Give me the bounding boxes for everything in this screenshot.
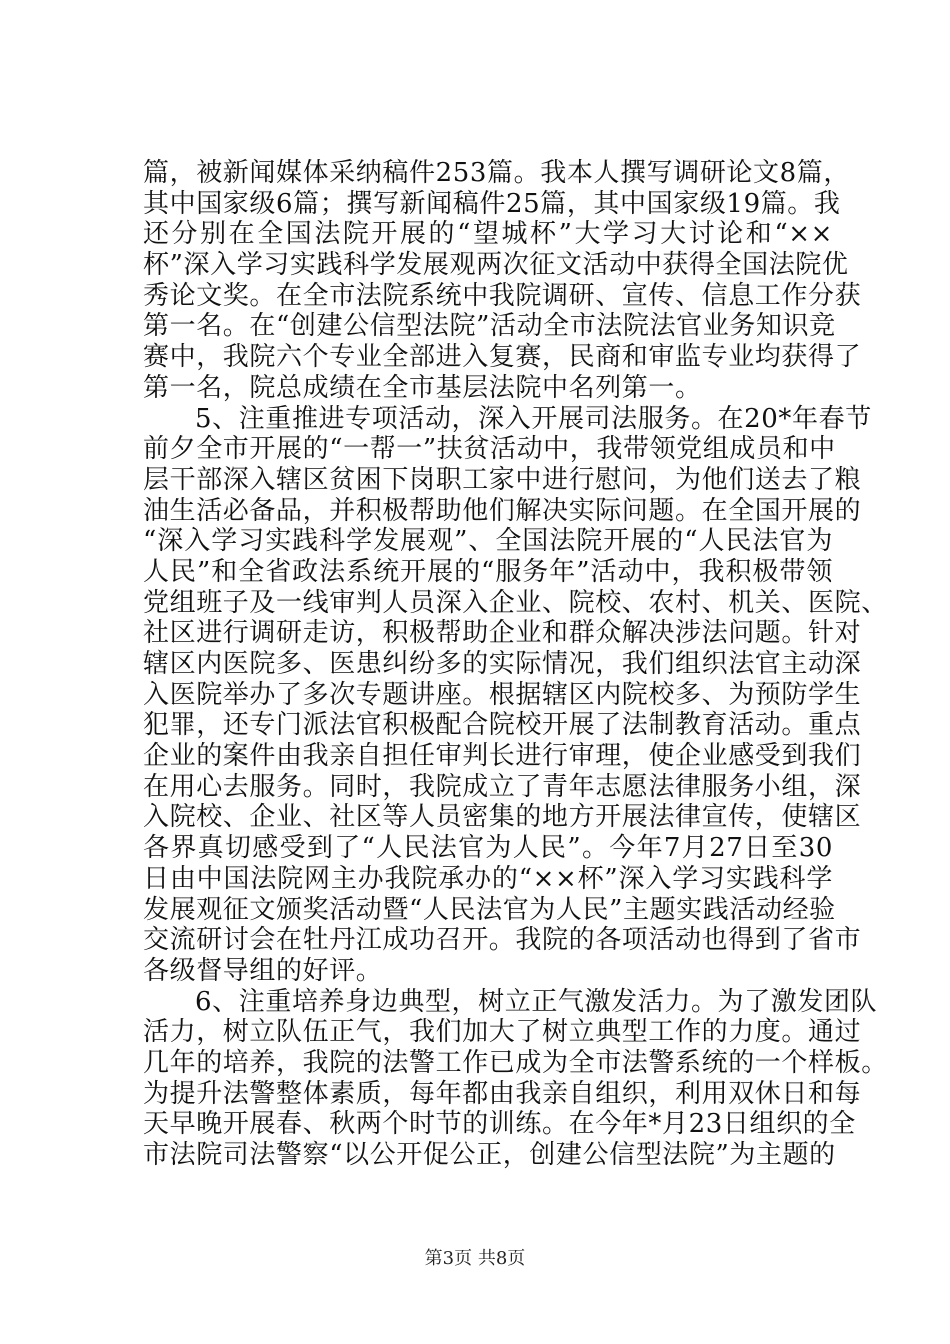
text-line: 篇，被新闻媒体采纳稿件253篇。我本人撰写调研论文8篇， [143, 158, 850, 188]
text-line: 天早晚开展春、秋两个时节的训练。在今年*月23日组织的全 [143, 1109, 856, 1140]
text-line: 犯罪，还专门派法官积极配合院校开展了法制教育活动。重点 [143, 710, 862, 741]
text-line: 入院校、企业、社区等人员密集的地方开展法律宣传，使辖区 [143, 802, 862, 833]
text-line: 层干部深入辖区贫困下岗职工家中进行慰问，为他们送去了粮 [143, 464, 862, 495]
text-line: 秀论文奖。在全市法院系统中我院调研、宣传、信息工作分获 [143, 280, 862, 311]
text-line: 入医院举办了多次专题讲座。根据辖区内院校多、为预防学生 [143, 679, 862, 710]
document-body [143, 158, 888, 1171]
text-line: 还分别在全国法院开展的“望城杯”大学习大讨论和“×× [143, 219, 833, 250]
text-line: 第一名，院总成绩在全市基层法院中名列第一。 [143, 372, 702, 403]
page-number-label: 第3页 共8页 [424, 1248, 526, 1269]
text-line: 前夕全市开展的“一帮一”扶贫活动中，我带领党组成员和中 [143, 434, 836, 465]
text-line: 人民”和全省政法系统开展的“服务年”活动中，我积极带领 [143, 556, 833, 587]
text-line: 交流研讨会在牡丹江成功召开。我院的各项活动也得到了省市 [143, 925, 862, 956]
text-line: 油生活必备品，并积极帮助他们解决实际问题。在全国开展的 [143, 495, 862, 526]
text-line: 6、注重培养身边典型，树立正气激发活力。为了激发团队 [195, 986, 878, 1017]
text-line: 赛中，我院六个专业全部进入复赛，民商和审监专业均获得了 [143, 342, 862, 373]
text-line: 日由中国法院网主办我院承办的“××杯”深入学习实践科学 [143, 863, 833, 894]
text-line: 第一名。在“创建公信型法院”活动全市法院法官业务知识竞 [143, 311, 836, 342]
text-line: 市法院司法警察“以公开促公正，创建公信型法院”为主题的 [143, 1140, 836, 1170]
text-line: 活力，树立队伍正气，我们加大了树立典型工作的力度。通过 [143, 1017, 862, 1048]
text-line: 在用心去服务。同时，我院成立了青年志愿法律服务小组，深 [143, 771, 862, 802]
text-line: 发展观征文颁奖活动暨“人民法官为人民”主题实践活动经验 [143, 894, 836, 925]
text-line: 几年的培养，我院的法警工作已成为全市法警系统的一个样板。 [143, 1047, 888, 1078]
text-line: 5、注重推进专项活动，深入开展司法服务。在20*年春节 [195, 403, 872, 434]
text-line: 辖区内医院多、医患纠纷多的实际情况，我们组织法官主动深 [143, 649, 862, 679]
text-line: 杯”深入学习实践科学发展观两次征文活动中获得全国法院优 [143, 250, 849, 281]
text-line: 其中国家级6篇；撰写新闻稿件25篇，其中国家级19篇。我 [143, 188, 841, 219]
text-line: 各级督导组的好评。 [143, 955, 383, 986]
text-line: “深入学习实践科学发展观”、全国法院开展的“人民法官为 [143, 526, 833, 557]
text-line: 为提升法警整体素质，每年都由我亲自组织，利用双休日和每 [143, 1078, 862, 1109]
text-line: 社区进行调研走访，积极帮助企业和群众解决涉法问题。针对 [143, 618, 862, 649]
text-line: 企业的案件由我亲自担任审判长进行审理，使企业感受到我们 [143, 741, 862, 772]
text-line: 各界真切感受到了“人民法官为人民”。今年7月27日至30 [143, 833, 833, 864]
text-line: 党组班子及一线审判人员深入企业、院校、农村、机关、医院、 [143, 587, 888, 618]
page-footer [0, 1244, 950, 1270]
